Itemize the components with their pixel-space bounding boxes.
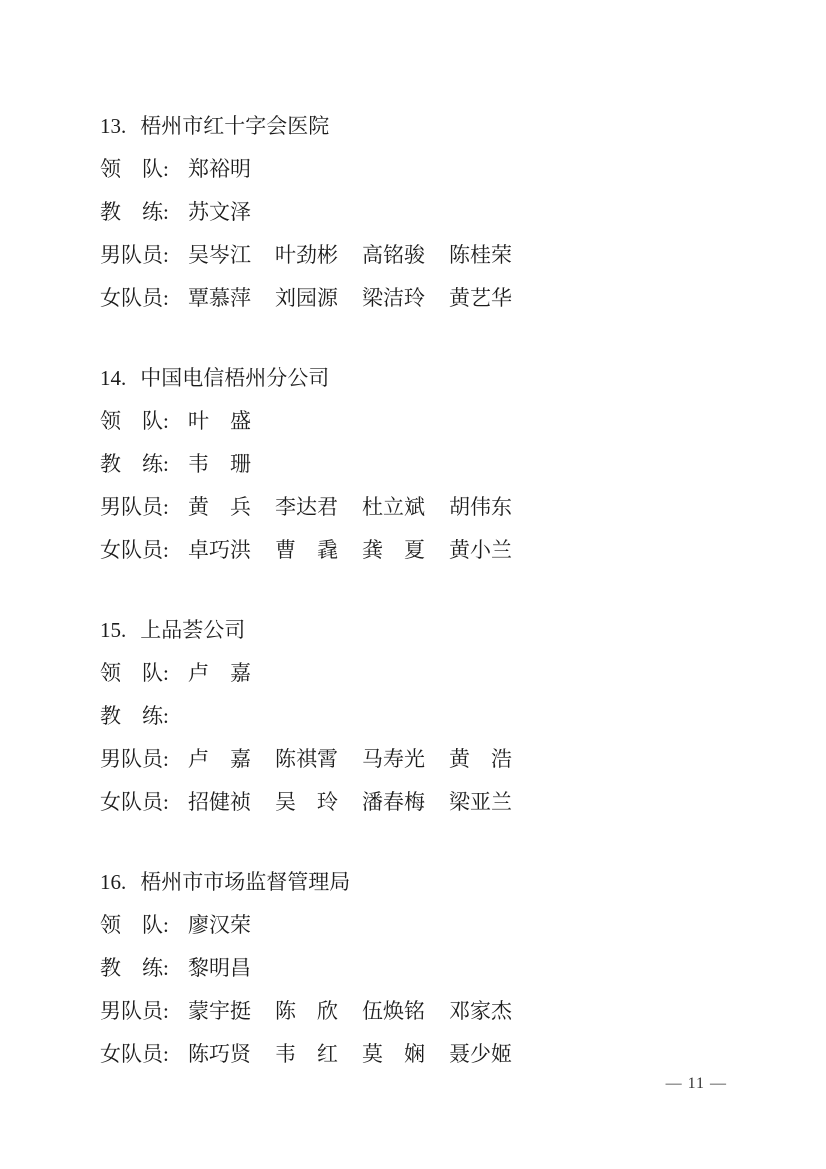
member-name: 黄艺华 <box>449 286 512 310</box>
coach-name: 黎明昌 <box>188 956 251 980</box>
leader-row <box>100 652 766 695</box>
team-section-14 <box>100 357 766 572</box>
team-section-16 <box>100 861 766 1076</box>
member-name: 潘春梅 <box>362 790 425 814</box>
female-members-label: 女队员: <box>100 286 169 310</box>
member-name: 聂少姬 <box>449 1042 512 1066</box>
team-name: 梧州市市场监督管理局 <box>140 870 351 894</box>
male-members-label: 男队员: <box>100 495 169 519</box>
coach-name: 苏文泽 <box>188 200 251 224</box>
member-name: 胡伟东 <box>449 495 512 519</box>
female-members-label: 女队员: <box>100 790 169 814</box>
team-number: 15. <box>100 618 127 642</box>
member-name: 吴 玲 <box>275 790 338 814</box>
member-name: 杜立斌 <box>362 495 425 519</box>
team-name: 梧州市红十字会医院 <box>140 114 330 138</box>
member-name: 梁亚兰 <box>449 790 512 814</box>
member-name: 叶劲彬 <box>275 243 338 267</box>
team-number: 13. <box>100 114 127 138</box>
page-number: — 11 — <box>665 1075 727 1092</box>
male-members-label: 男队员: <box>100 747 169 771</box>
female-members-label: 女队员: <box>100 1042 169 1066</box>
male-members-label: 男队员: <box>100 243 169 267</box>
member-name: 伍焕铭 <box>362 999 425 1023</box>
leader-name: 郑裕明 <box>188 157 251 181</box>
coach-name: 韦 珊 <box>188 452 251 476</box>
coach-row <box>100 695 766 738</box>
leader-name: 廖汉荣 <box>188 913 251 937</box>
male-members-names <box>188 738 512 781</box>
leader-name: 卢 嘉 <box>188 661 251 685</box>
male-members-names <box>188 990 512 1033</box>
member-name: 李达君 <box>275 495 338 519</box>
male-members-names <box>188 234 512 277</box>
member-name: 曹 毳 <box>275 538 338 562</box>
female-members-row <box>100 529 766 572</box>
member-name: 龚 夏 <box>362 538 425 562</box>
leader-label: 领 队: <box>100 409 169 433</box>
coach-label: 教 练: <box>100 452 169 476</box>
male-members-label: 男队员: <box>100 999 169 1023</box>
team-name: 上品荟公司 <box>140 618 246 642</box>
coach-row <box>100 947 766 990</box>
member-name: 蒙宇挺 <box>188 999 251 1023</box>
team-title <box>100 105 766 148</box>
coach-label: 教 练: <box>100 200 169 224</box>
leader-label: 领 队: <box>100 913 169 937</box>
member-name: 黄 浩 <box>449 747 512 771</box>
member-name: 卢 嘉 <box>188 747 251 771</box>
male-members-row <box>100 234 766 277</box>
member-name: 黄小兰 <box>449 538 512 562</box>
female-members-names <box>188 277 512 320</box>
member-name: 莫 娴 <box>362 1042 425 1066</box>
team-title <box>100 609 766 652</box>
team-section-15 <box>100 609 766 824</box>
member-name: 梁洁玲 <box>362 286 425 310</box>
member-name: 吴岑江 <box>188 243 251 267</box>
member-name: 陈祺霄 <box>275 747 338 771</box>
leader-row <box>100 904 766 947</box>
team-section-13 <box>100 105 766 320</box>
member-name: 刘园源 <box>275 286 338 310</box>
leader-label: 领 队: <box>100 157 169 181</box>
member-name: 陈 欣 <box>275 999 338 1023</box>
coach-label: 教 练: <box>100 704 169 728</box>
member-name: 陈桂荣 <box>449 243 512 267</box>
member-name: 陈巧贤 <box>188 1042 251 1066</box>
member-name: 招健祯 <box>188 790 251 814</box>
member-name: 韦 红 <box>275 1042 338 1066</box>
team-name: 中国电信梧州分公司 <box>140 366 330 390</box>
leader-row <box>100 400 766 443</box>
female-members-row <box>100 781 766 824</box>
male-members-names <box>188 486 512 529</box>
female-members-label: 女队员: <box>100 538 169 562</box>
team-number: 14. <box>100 366 127 390</box>
female-members-names <box>188 1033 512 1076</box>
leader-label: 领 队: <box>100 661 169 685</box>
male-members-row <box>100 486 766 529</box>
male-members-row <box>100 990 766 1033</box>
member-name: 高铭骏 <box>362 243 425 267</box>
female-members-names <box>188 529 512 572</box>
leader-row <box>100 148 766 191</box>
member-name: 邓家杰 <box>449 999 512 1023</box>
member-name: 卓巧洪 <box>188 538 251 562</box>
member-name: 黄 兵 <box>188 495 251 519</box>
member-name: 马寿光 <box>362 747 425 771</box>
member-name: 覃慕萍 <box>188 286 251 310</box>
female-members-names <box>188 781 512 824</box>
coach-row <box>100 191 766 234</box>
team-title <box>100 861 766 904</box>
team-number: 16. <box>100 870 127 894</box>
team-title <box>100 357 766 400</box>
male-members-row <box>100 738 766 781</box>
leader-name: 叶 盛 <box>188 409 251 433</box>
coach-label: 教 练: <box>100 956 169 980</box>
female-members-row <box>100 1033 766 1076</box>
female-members-row <box>100 277 766 320</box>
coach-row <box>100 443 766 486</box>
